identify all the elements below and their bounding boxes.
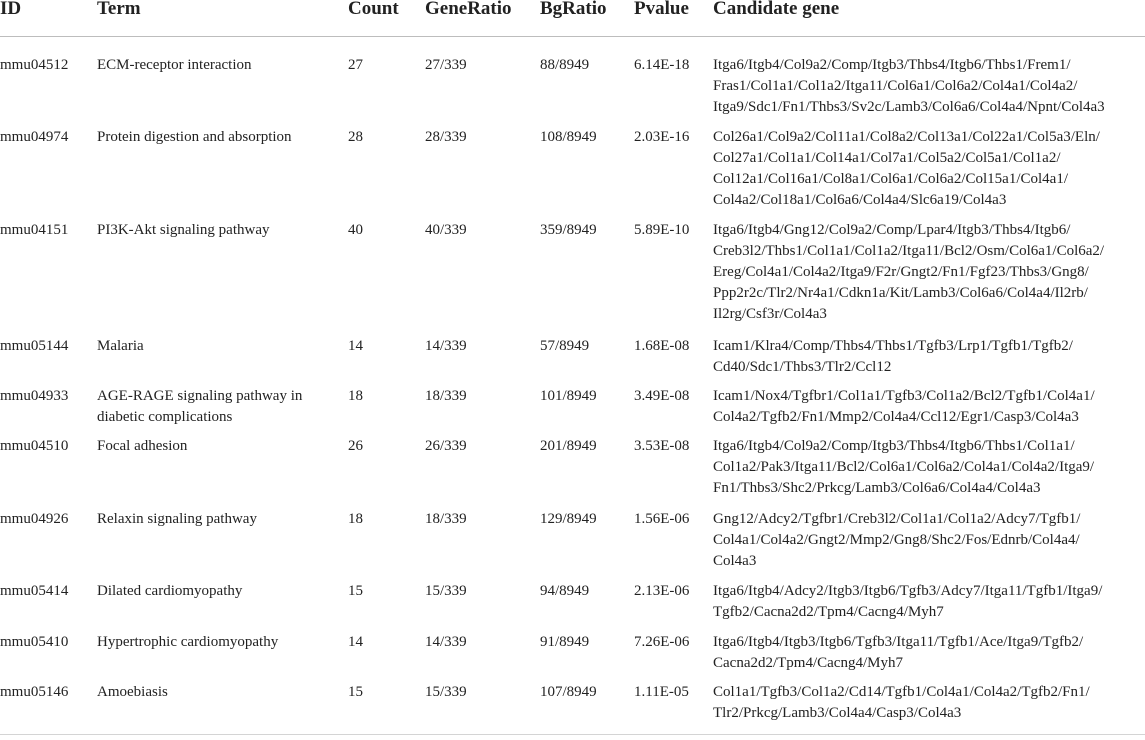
candidate-gene-line: Cacna2d2/Tpm4/Cacng4/Myh7 xyxy=(713,655,903,671)
cell-bg-ratio: 91/8949 xyxy=(540,634,590,650)
candidate-gene-line: Gng12/Adcy2/Tgfbr1/Creb3l2/Col1a1/Col1a2/Adcy7/Tgfb1/ xyxy=(713,511,1081,527)
candidate-gene-line: Col4a3 xyxy=(713,553,757,569)
cell-count: 14 xyxy=(348,634,363,650)
header-bg-ratio: BgRatio xyxy=(540,0,607,19)
cell-candidate-gene xyxy=(713,682,1090,724)
candidate-gene-line: Ereg/Col4a1/Col4a2/Itga9/F2r/Gngt2/Fn1/Fgf23/Thbs3/Gng8/ xyxy=(713,264,1089,280)
cell-count: 40 xyxy=(348,222,363,238)
candidate-gene-line: Creb3l2/Thbs1/Col1a1/Col1a2/Itga11/Bcl2/Osm/Col6a1/Col6a2/ xyxy=(713,243,1105,259)
cell-id: mmu05144 xyxy=(0,338,69,354)
cell-pvalue: 1.11E-05 xyxy=(634,684,689,700)
cell-term: Amoebiasis xyxy=(97,684,168,700)
cell-bg-ratio: 129/8949 xyxy=(540,511,597,527)
cell-pvalue: 7.26E-06 xyxy=(634,634,690,650)
cell-gene-ratio: 27/339 xyxy=(425,57,467,73)
cell-candidate-gene xyxy=(713,632,1083,674)
cell-count: 14 xyxy=(348,338,363,354)
candidate-gene-line: Itga6/Itgb4/Col9a2/Comp/Itgb3/Thbs4/Itgb6/Thbs1/Col1a1/ xyxy=(713,438,1075,454)
cell-candidate-gene xyxy=(713,436,1094,499)
cell-gene-ratio: 15/339 xyxy=(425,684,467,700)
cell-term: ECM-receptor interaction xyxy=(97,57,252,73)
cell-pvalue: 2.13E-06 xyxy=(634,583,690,599)
cell-id: mmu05410 xyxy=(0,634,69,650)
header-candidate-gene: Candidate gene xyxy=(713,0,840,19)
cell-gene-ratio: 18/339 xyxy=(425,388,467,404)
cell-gene-ratio: 40/339 xyxy=(425,222,467,238)
cell-pvalue: 3.49E-08 xyxy=(634,388,690,404)
cell-pvalue: 1.68E-08 xyxy=(634,338,690,354)
candidate-gene-line: Col1a2/Pak3/Itga11/Bcl2/Col6a1/Col6a2/Col4a1/Col4a2/Itga9/ xyxy=(713,459,1095,475)
candidate-gene-line: Tgfb2/Cacna2d2/Tpm4/Cacng4/Myh7 xyxy=(713,604,944,620)
cell-bg-ratio: 201/8949 xyxy=(540,438,597,454)
cell-term: Relaxin signaling pathway xyxy=(97,511,257,527)
cell-term: PI3K-Akt signaling pathway xyxy=(97,222,270,238)
cell-term: AGE-RAGE signaling pathway in diabetic complications xyxy=(97,388,303,425)
cell-term: Malaria xyxy=(97,338,144,354)
cell-id: mmu04926 xyxy=(0,511,69,527)
cell-pvalue: 5.89E-10 xyxy=(634,222,690,238)
cell-bg-ratio: 101/8949 xyxy=(540,388,597,404)
header-term: Term xyxy=(97,0,141,19)
cell-candidate-gene xyxy=(713,509,1080,572)
table-header xyxy=(0,0,1145,37)
cell-pvalue: 3.53E-08 xyxy=(634,438,690,454)
cell-gene-ratio: 28/339 xyxy=(425,129,467,145)
candidate-gene-line: Itga6/Itgb4/Col9a2/Comp/Itgb3/Thbs4/Itgb6/Thbs1/Frem1/ xyxy=(713,57,1071,73)
candidate-gene-line: Col4a2/Col18a1/Col6a6/Col4a4/Slc6a19/Col4a3 xyxy=(713,192,1007,208)
candidate-gene-line: Itga6/Itgb4/Adcy2/Itgb3/Itgb6/Tgfb3/Adcy7/Itga11/Tgfb1/Itga9/ xyxy=(713,583,1103,599)
cell-count: 27 xyxy=(348,57,363,73)
cell-count: 28 xyxy=(348,129,363,145)
header-id: ID xyxy=(0,0,22,19)
cell-id: mmu04512 xyxy=(0,57,69,73)
cell-candidate-gene xyxy=(713,581,1102,623)
cell-pvalue: 6.14E-18 xyxy=(634,57,690,73)
candidate-gene-line: Col4a1/Col4a2/Gngt2/Mmp2/Gng8/Shc2/Fos/Ednrb/Col4a4/ xyxy=(713,532,1080,548)
candidate-gene-line: Tlr2/Prkcg/Lamb3/Col4a4/Casp3/Col4a3 xyxy=(713,705,962,721)
header-pvalue: Pvalue xyxy=(634,0,689,19)
cell-gene-ratio: 14/339 xyxy=(425,338,467,354)
cell-count: 18 xyxy=(348,511,363,527)
candidate-gene-line: Col27a1/Col1a1/Col14a1/Col7a1/Col5a2/Col5a1/Col1a2/ xyxy=(713,150,1061,166)
cell-candidate-gene xyxy=(713,220,1104,325)
candidate-gene-line: Ppp2r2c/Tlr2/Nr4a1/Cdkn1a/Kit/Lamb3/Col6a6/Col4a4/Il2rb/ xyxy=(713,285,1088,301)
table-bottom-rule xyxy=(0,734,1145,735)
candidate-gene-line: Fn1/Thbs3/Shc2/Prkcg/Lamb3/Col6a6/Col4a4/Col4a3 xyxy=(713,480,1041,496)
cell-count: 26 xyxy=(348,438,363,454)
candidate-gene-line: Col26a1/Col9a2/Col11a1/Col8a2/Col13a1/Col22a1/Col5a3/Eln/ xyxy=(713,129,1100,145)
cell-term: Hypertrophic cardiomyopathy xyxy=(97,634,279,650)
cell-candidate-gene xyxy=(713,55,1105,118)
cell-id: mmu05146 xyxy=(0,684,69,700)
cell-bg-ratio: 108/8949 xyxy=(540,129,597,145)
cell-gene-ratio: 15/339 xyxy=(425,583,467,599)
candidate-gene-line: Itga6/Itgb4/Gng12/Col9a2/Comp/Lpar4/Itgb3/Thbs4/Itgb6/ xyxy=(713,222,1071,238)
candidate-gene-line: Itga9/Sdc1/Fn1/Thbs3/Sv2c/Lamb3/Col6a6/Col4a4/Npnt/Col4a3 xyxy=(713,99,1105,115)
cell-gene-ratio: 26/339 xyxy=(425,438,467,454)
candidate-gene-line: Il2rg/Csf3r/Col4a3 xyxy=(713,306,827,322)
candidate-gene-line: Icam1/Nox4/Tgfbr1/Col1a1/Tgfb3/Col1a2/Bcl2/Tgfb1/Col4a1/ xyxy=(713,388,1095,404)
cell-pvalue: 1.56E-06 xyxy=(634,511,690,527)
cell-bg-ratio: 107/8949 xyxy=(540,684,597,700)
cell-bg-ratio: 88/8949 xyxy=(540,57,590,73)
candidate-gene-line: Fras1/Col1a1/Col1a2/Itga11/Col6a1/Col6a2/Col4a1/Col4a2/ xyxy=(713,78,1078,94)
cell-term: Protein digestion and absorption xyxy=(97,129,292,145)
cell-bg-ratio: 94/8949 xyxy=(540,583,590,599)
cell-count: 18 xyxy=(348,388,363,404)
cell-id: mmu04151 xyxy=(0,222,69,238)
cell-gene-ratio: 18/339 xyxy=(425,511,467,527)
cell-count: 15 xyxy=(348,684,363,700)
cell-candidate-gene xyxy=(713,336,1073,378)
cell-term: Dilated cardiomyopathy xyxy=(97,583,243,599)
cell-id: mmu04933 xyxy=(0,388,69,404)
cell-count: 15 xyxy=(348,583,363,599)
cell-bg-ratio: 359/8949 xyxy=(540,222,597,238)
header-gene-ratio: GeneRatio xyxy=(425,0,512,19)
candidate-gene-line: Col1a1/Tgfb3/Col1a2/Cd14/Tgfb1/Col4a1/Col4a2/Tgfb2/Fn1/ xyxy=(713,684,1090,700)
candidate-gene-line: Col12a1/Col16a1/Col8a1/Col6a1/Col6a2/Col15a1/Col4a1/ xyxy=(713,171,1068,187)
candidate-gene-line: Icam1/Klra4/Comp/Thbs4/Thbs1/Tgfb3/Lrp1/Tgfb1/Tgfb2/ xyxy=(713,338,1073,354)
candidate-gene-line: Cd40/Sdc1/Thbs3/Tlr2/Ccl12 xyxy=(713,359,892,375)
cell-pvalue: 2.03E-16 xyxy=(634,129,690,145)
cell-id: mmu04510 xyxy=(0,438,69,454)
cell-gene-ratio: 14/339 xyxy=(425,634,467,650)
cell-term: Focal adhesion xyxy=(97,438,188,454)
cell-id: mmu05414 xyxy=(0,583,69,599)
cell-candidate-gene xyxy=(713,127,1100,211)
cell-candidate-gene xyxy=(713,386,1095,428)
header-count: Count xyxy=(348,0,399,19)
cell-id: mmu04974 xyxy=(0,129,69,145)
cell-bg-ratio: 57/8949 xyxy=(540,338,590,354)
candidate-gene-line: Col4a2/Tgfb2/Fn1/Mmp2/Col4a4/Ccl12/Egr1/Casp3/Col4a3 xyxy=(713,409,1079,425)
candidate-gene-line: Itga6/Itgb4/Itgb3/Itgb6/Tgfb3/Itga11/Tgfb1/Ace/Itga9/Tgfb2/ xyxy=(713,634,1084,650)
